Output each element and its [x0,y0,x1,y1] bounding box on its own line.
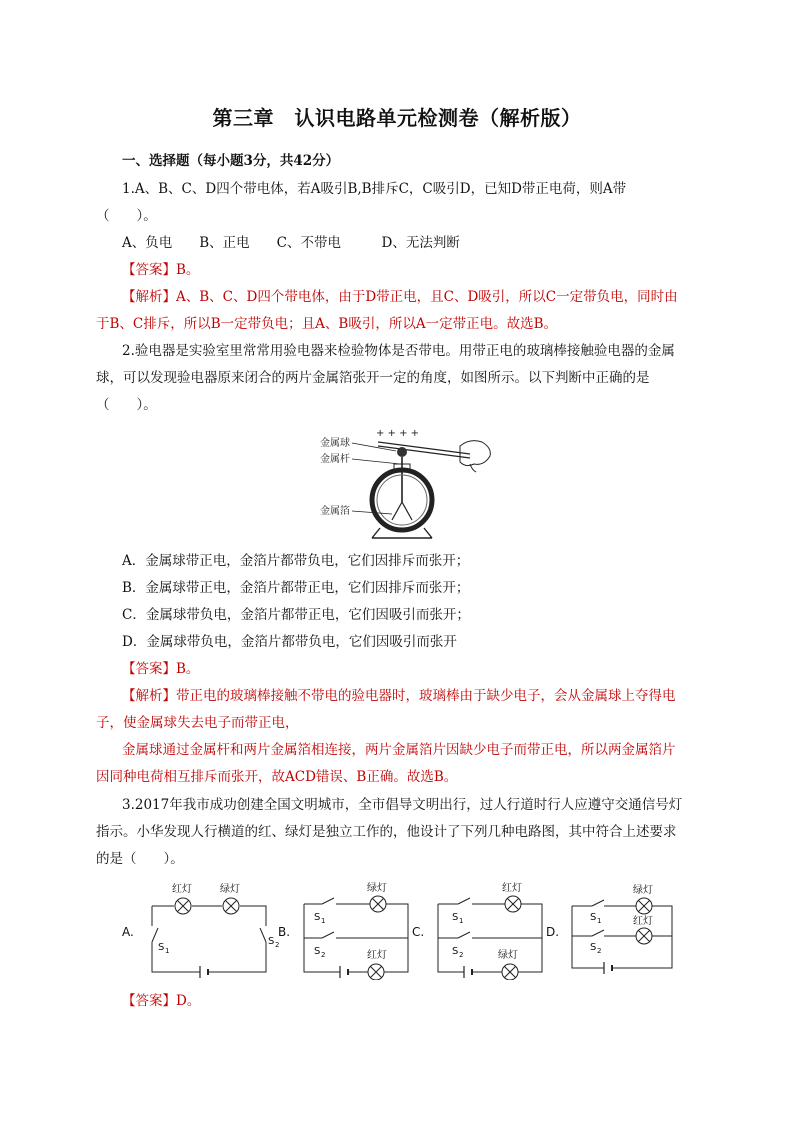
svg-text:1: 1 [165,947,170,955]
switch-s1 [592,900,604,906]
analysis-tag: 【解析】 [122,289,176,305]
svg-text:S: S [452,912,459,923]
q2-answer [122,660,199,678]
answer-value: B。 [176,262,200,278]
circuit-label-b: B. [278,925,291,939]
svg-text:1: 1 [459,917,464,925]
q2-stem-line2: 球，可以发现验电器原来闭合的两片金属箔张开一定的角度，如图所示。以下判断中正确的是 [96,370,650,386]
q2-option-b: B．金属球带正电，金箔片都带正电，它们因排斥而张开； [122,580,470,596]
answer-tag: 【答案】 [122,262,176,278]
svg-text:1: 1 [597,917,602,925]
switch-s1 [152,928,158,942]
q2-analysis-line2: 子，使金属球失去电子而带正电， [96,715,299,731]
lamp-icon [223,898,239,914]
svg-text:1: 1 [321,917,326,925]
answer-value: B。 [176,661,200,677]
circuit-b [278,881,408,980]
circuit-d [546,883,672,974]
label-metal-ball: 金属球 [320,438,350,449]
rod-charges: + + + + [376,428,420,439]
label-green-lamp: 绿灯 [498,950,518,961]
q2-option-c: C．金属球带负电，金箔片都带正电，它们因吸引而张开； [122,607,470,623]
section-heading: 一、选择题（每小题3分，共42分） [122,153,340,169]
q3-stem-line3: 的是（ ）。 [96,851,184,867]
lamp-icon [636,928,652,944]
circuit-label-a: A. [122,925,134,939]
label-green-lamp: 绿灯 [367,883,387,894]
page-title: 第三章 认识电路单元检测卷（解析版） [212,106,582,130]
svg-text:S: S [452,946,459,957]
lamp-icon [505,896,521,912]
circuit-c [412,881,542,980]
metal-foil-left [392,502,402,520]
q2-option-a: A．金属球带正电，金箔片都带负电，它们因排斥而张开； [122,553,470,569]
metal-ball [397,447,407,457]
answer-value: D。 [176,993,201,1009]
svg-text:S: S [314,946,321,957]
svg-text:S: S [590,942,597,953]
q2-analysis-line3: 金属球通过金属杆和两片金属箔相连接，两片金属箔片因缺少电子而带正电，所以两金属箔片 [122,742,676,758]
q2-analysis-line1 [122,687,676,705]
circuit-a [122,882,279,978]
label-metal-rod: 金属杆 [320,454,350,465]
q2-stem-line3: （ ）。 [96,397,157,413]
svg-text:2: 2 [321,951,326,959]
q2-option-d: D．金属球带负电，金箔片都带负电，它们因吸引而张开 [122,634,457,650]
electroscope-figure [320,424,496,542]
q3-stem-line2: 指示。小华发现人行横道的红、绿灯是独立工作的，他设计了下列几种电路图，其中符合上述要求 [96,824,677,840]
label-red-lamp: 红灯 [633,916,653,927]
switch-s1 [458,898,470,904]
q2-analysis-line4: 因同种电荷相互排斥而张开，故ACD错误、B正确。故选B。 [96,769,458,785]
q1-stem-line1: 1.A、B、C、D四个带电体，若A吸引B,B排斥C，C吸引D，已知D带正电荷，则A带 [122,181,627,197]
lamp-icon [368,964,384,980]
switch-s2 [458,932,470,938]
svg-text:S: S [268,936,275,947]
lamp-icon [370,896,386,912]
q2-stem-line1: 2.验电器是实验室里常常用验电器来检验物体是否带电。用带正电的玻璃棒接触验电器的金属 [122,343,675,359]
circuit-label-d: D. [546,925,560,939]
switch-s2 [322,932,334,938]
switch-s2 [260,928,266,942]
q1-answer [122,261,199,279]
lamp-icon [636,898,652,914]
switch-s2 [592,930,604,936]
analysis-text: 带正电的玻璃棒接触不带电的验电器时，玻璃棒由于缺少电子，会从金属球上夺得电 [176,688,676,704]
svg-text:S: S [158,942,165,953]
answer-tag: 【答案】 [122,993,176,1009]
analysis-text: A、B、C、D四个带电体，由于D带正电，且C、D吸引，所以C一定带负电，同时由 [176,289,678,305]
svg-text:S: S [590,912,597,923]
svg-text:2: 2 [597,947,602,955]
label-green-lamp: 绿灯 [633,885,653,896]
switch-s1 [322,898,334,904]
q3-stem-line1: 3.2017年我市成功创建全国文明城市，全市倡导文明出行，过人行道时行人应遵守交通信号灯 [122,797,683,813]
label-red-lamp: 红灯 [502,883,522,894]
q1-analysis-line1 [122,288,678,306]
q1-analysis-line2: 于B、C排斥，所以B一定带负电；且A、B吸引，所以A一定带正电。故选B。 [96,316,558,332]
svg-text:2: 2 [275,941,280,949]
label-metal-foil: 金属箔 [320,506,350,517]
label-red-lamp: 红灯 [367,950,387,961]
q1-stem-line2: （ ）。 [96,208,157,224]
circuit-diagrams [118,876,678,980]
lamp-icon [502,964,518,980]
label-green-lamp: 绿灯 [220,884,240,895]
lamp-icon [175,898,191,914]
q1-options: A、负电 B、正电 C、不带电 D、无法判断 [122,235,460,251]
answer-tag: 【答案】 [122,661,176,677]
label-red-lamp: 红灯 [172,884,192,895]
q3-answer [122,992,200,1010]
svg-text:2: 2 [459,951,464,959]
analysis-tag: 【解析】 [122,688,176,704]
metal-foil-right [402,502,412,520]
circuit-label-c: C. [412,925,425,939]
svg-text:S: S [314,912,321,923]
